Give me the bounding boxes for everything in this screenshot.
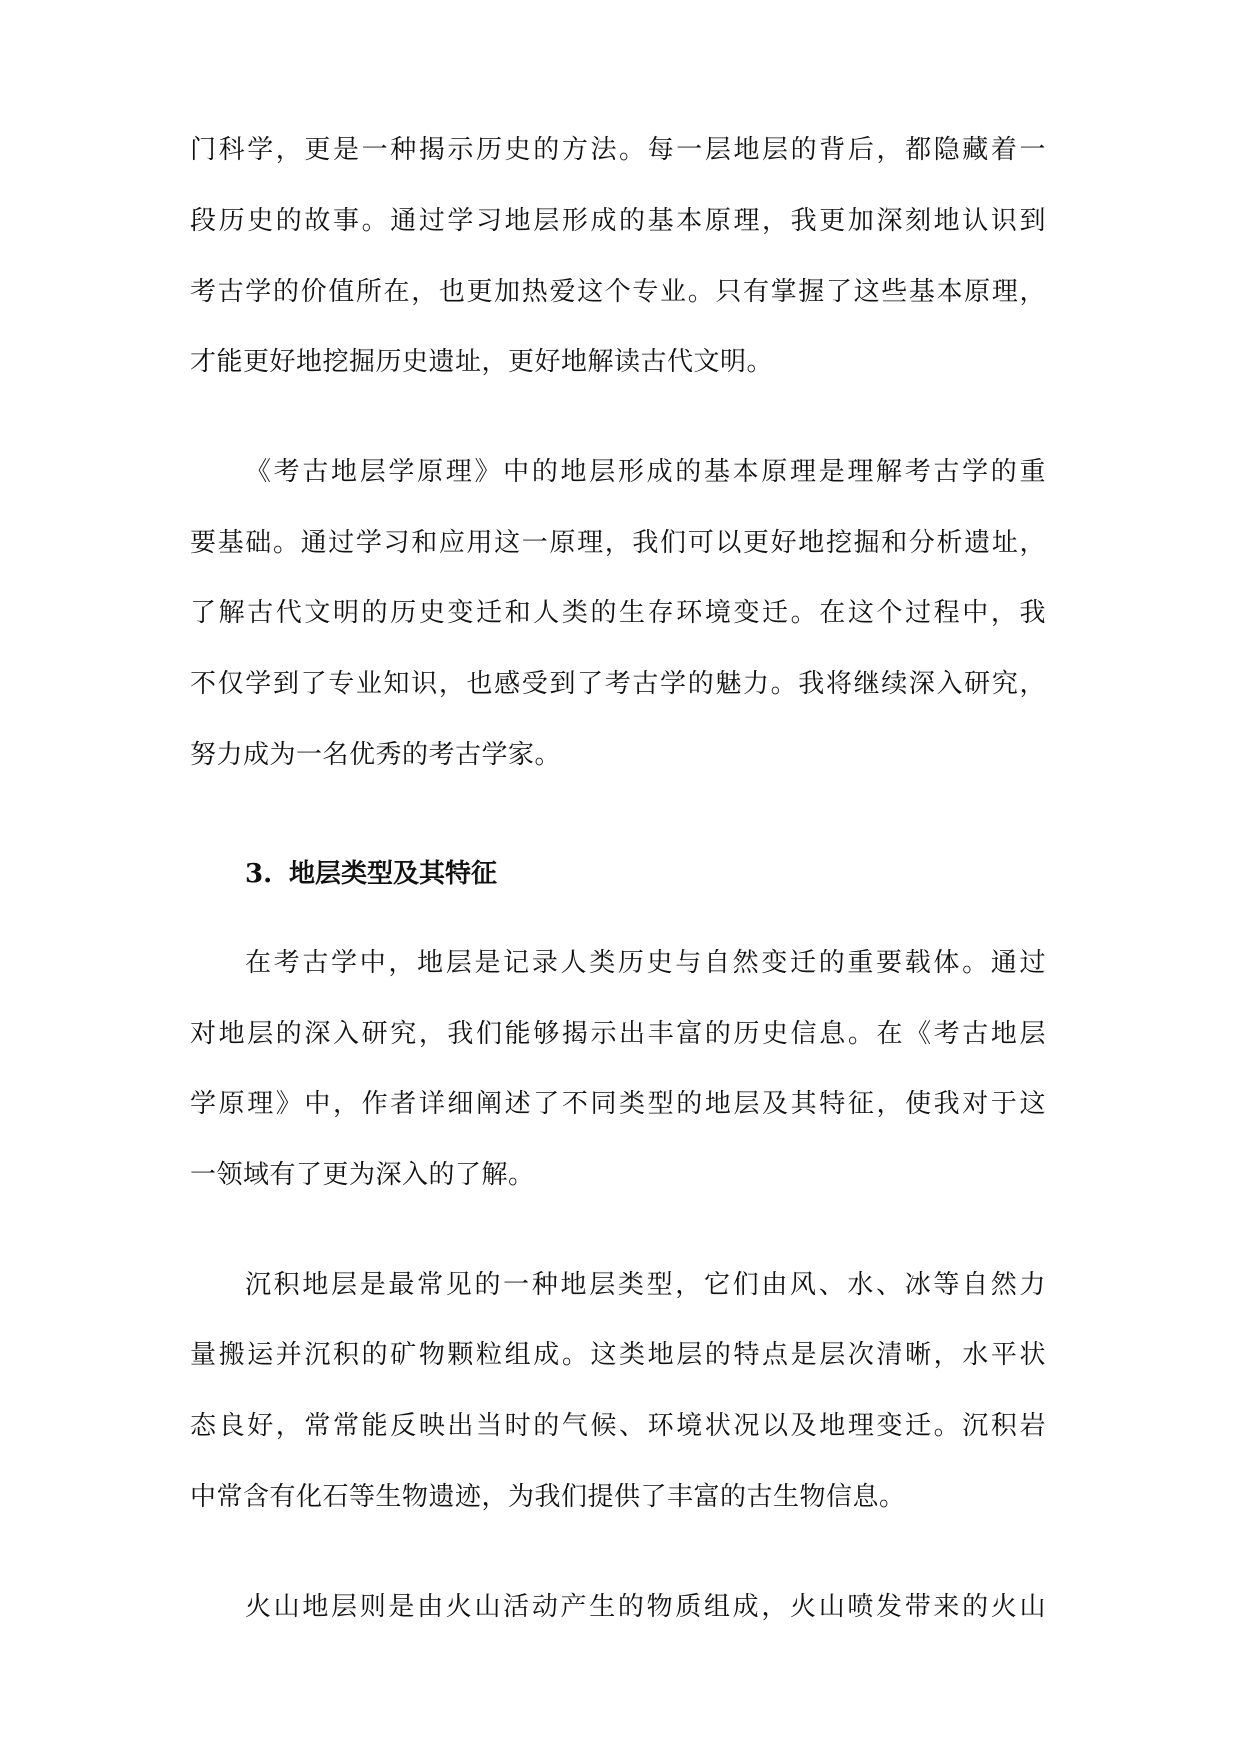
text-line: 对地层的深入研究，我们能够揭示出丰富的历史信息。在《考古地层: [190, 1019, 1046, 1049]
text-line: 考古学的价值所在，也更加热爱这个专业。只有掌握了这些基本原理，: [190, 277, 1046, 307]
text-line: 态良好，常常能反映出当时的气候、环境状况以及地理变迁。沉积岩: [190, 1411, 1046, 1441]
text-line: 学原理》中，作者详细阐述了不同类型的地层及其特征，使我对于这: [190, 1089, 1046, 1119]
text-line: 要基础。通过学习和应用这一原理，我们可以更好地挖掘和分析遗址，: [190, 528, 1046, 558]
text-line: 沉积地层是最常见的一种地层类型，它们由风、水、冰等自然力: [245, 1270, 1046, 1300]
text-line: 一领域有了更为深入的了解。: [190, 1160, 535, 1190]
text-line: 量搬运并沉积的矿物颗粒组成。这类地层的特点是层次清晰，水平状: [190, 1340, 1046, 1370]
section-number: 3.: [245, 859, 273, 889]
text-line: 不仅学到了专业知识，也感受到了考古学的魅力。我将继续深入研究，: [190, 669, 1046, 699]
section-title: 地层类型及其特征: [289, 859, 498, 889]
section-heading: [245, 852, 845, 896]
text-line: 才能更好地挖掘历史遗址，更好地解读古代文明。: [190, 347, 774, 377]
text-line: 努力成为一名优秀的考古学家。: [190, 740, 562, 770]
text-line: 段历史的故事。通过学习地层形成的基本原理，我更加深刻地认识到: [190, 206, 1046, 236]
text-line: 火山地层则是由火山活动产生的物质组成，火山喷发带来的火山: [245, 1592, 1046, 1622]
text-line: 门科学，更是一种揭示历史的方法。每一层地层的背后，都隐藏着一: [190, 135, 1046, 165]
text-line: 了解古代文明的历史变迁和人类的生存环境变迁。在这个过程中，我: [190, 598, 1046, 628]
text-line: 《考古地层学原理》中的地层形成的基本原理是理解考古学的重: [245, 457, 1046, 487]
text-line: 在考古学中，地层是记录人类历史与自然变迁的重要载体。通过: [245, 948, 1046, 978]
text-line: 中常含有化石等生物遗迹，为我们提供了丰富的古生物信息。: [190, 1482, 906, 1512]
